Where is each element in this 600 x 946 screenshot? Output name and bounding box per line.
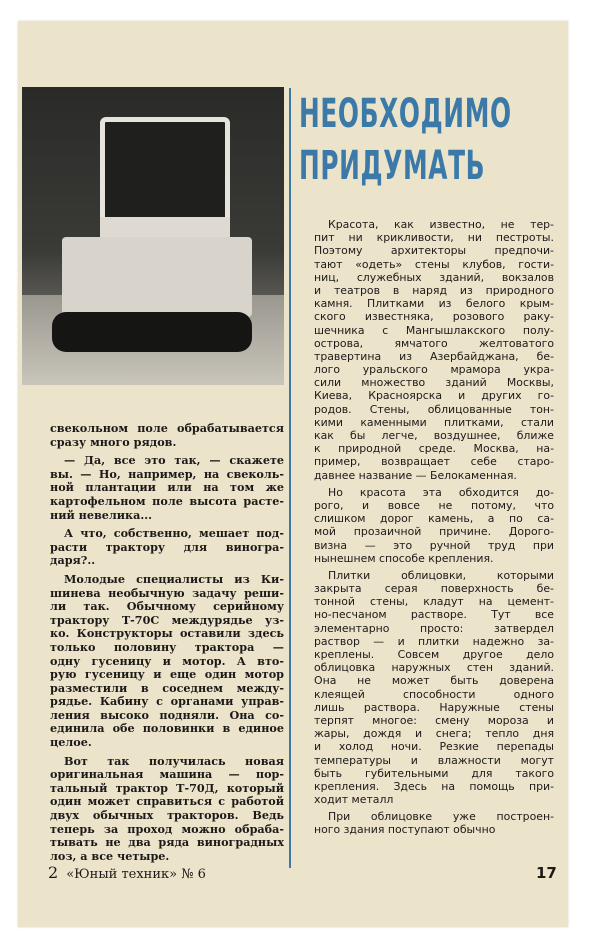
text-line: давнее название — Белокаменная. bbox=[314, 468, 517, 482]
text-line: разместили в соседнем между- bbox=[50, 681, 284, 695]
paragraph bbox=[50, 454, 284, 522]
title-line: ПРИДУМАТЬ bbox=[299, 143, 486, 189]
text-line: Поэтому архитекторы предпочи- bbox=[314, 244, 554, 258]
paragraph bbox=[314, 218, 554, 482]
text-line: Плитки облицовки, которыми bbox=[328, 568, 554, 582]
text-line: и холод ночи. Резкие перепады bbox=[314, 740, 554, 754]
text-line: одну гусеницу и мотор. А вто- bbox=[50, 654, 284, 668]
text-line: ниц, служебных зданий, вокзалов bbox=[314, 270, 554, 284]
text-line: ного здания поступают обычно bbox=[314, 823, 496, 837]
text-line: и театров в наряд из природного bbox=[314, 283, 554, 297]
column-divider bbox=[289, 88, 291, 868]
text-line: А что, собственно, мешает под- bbox=[64, 527, 284, 541]
text-line: шинева необычную задачу реши- bbox=[50, 586, 284, 600]
text-line: ний невелика... bbox=[50, 508, 153, 522]
text-line: трактору Т-70С междурядье уз- bbox=[50, 613, 284, 627]
text-line: облицовка наружных стен зданий. bbox=[314, 661, 554, 675]
text-line: закрыта серая поверхность бе- bbox=[314, 582, 554, 596]
tractor-track bbox=[52, 312, 252, 352]
text-line: сразу много рядов. bbox=[50, 435, 177, 449]
title-line: НЕОБХОДИМО bbox=[299, 91, 512, 137]
paragraph bbox=[50, 755, 284, 864]
text-line: элементарно просто: затвердел bbox=[314, 621, 554, 635]
text-line: сили множество зданий Москвы, bbox=[314, 376, 554, 390]
text-line: — Да, все это так, — скажете bbox=[64, 454, 284, 468]
text-line: как бы легче, воздушнее, ближе bbox=[314, 429, 554, 442]
text-line: температуры и влажности могут bbox=[314, 753, 554, 767]
paragraph bbox=[50, 422, 284, 449]
right-column-text bbox=[314, 218, 554, 837]
paragraph bbox=[314, 569, 554, 806]
text-line: клеящей способности одного bbox=[314, 687, 554, 701]
text-line: Красота, как известно, не тер- bbox=[328, 218, 554, 231]
text-line: к природной среде. Москва, на- bbox=[314, 442, 554, 456]
text-line: даря?.. bbox=[50, 554, 96, 568]
text-line: слишком дорог камень, а по са- bbox=[314, 512, 554, 526]
text-line: быть губительными для такого bbox=[314, 766, 554, 780]
text-line: теперь за проход можно обраба- bbox=[50, 822, 284, 836]
tractor-photo bbox=[22, 87, 284, 385]
tractor-cabin bbox=[100, 117, 230, 222]
text-line: нынешнем способе крепления. bbox=[314, 551, 494, 565]
footer-left bbox=[48, 864, 206, 884]
text-line: двух обычных тракторов. Ведь bbox=[50, 809, 284, 823]
text-line: тают «одеть» стены клубов, гости- bbox=[314, 257, 554, 271]
text-line: лого уральского мрамора укра- bbox=[314, 363, 554, 377]
text-line: тальный трактор Т-70Д, который bbox=[50, 781, 284, 795]
text-line: визна — это ручной труд при bbox=[314, 538, 554, 552]
text-line: Вот так получилась новая bbox=[64, 754, 284, 768]
text-line: рядье. Кабину с органами управ- bbox=[50, 695, 284, 709]
text-line: крепления. Здесь на помощь при- bbox=[314, 779, 554, 793]
text-line: ко. Конструкторы оставили здесь bbox=[50, 627, 284, 641]
text-line: Молодые специалисты из Ки- bbox=[64, 572, 284, 586]
text-line: мой прозаичной причине. Дорого- bbox=[314, 525, 554, 539]
paragraph bbox=[314, 486, 554, 565]
text-line: рую гусеницу и еще один мотор bbox=[50, 668, 284, 682]
text-line: шечника с Мангышлакского полу- bbox=[314, 323, 554, 337]
text-line: пример, возвращает себе старо- bbox=[314, 455, 554, 469]
text-line: ходит металл bbox=[314, 793, 394, 807]
text-line: тонной стены, кладут на цемент- bbox=[314, 595, 554, 609]
text-line: целое. bbox=[50, 736, 92, 750]
text-line: кими каменными плитками, стали bbox=[314, 415, 554, 429]
text-line: лоз, а все четыре. bbox=[50, 849, 170, 863]
paragraph bbox=[50, 527, 284, 568]
text-line: оригинальная машина — пор- bbox=[50, 768, 284, 782]
paragraph bbox=[314, 810, 554, 836]
text-line: терпят многое: смену мороза и bbox=[314, 713, 554, 727]
text-line: рого, и вовсе не потому, что bbox=[314, 498, 554, 512]
text-line: свекольном поле обрабатывается bbox=[50, 422, 284, 435]
text-line: расти трактору для виногра- bbox=[50, 540, 284, 554]
page-number-left: 2 bbox=[48, 863, 59, 882]
text-line: единила обе половинки в единое bbox=[50, 722, 284, 736]
text-line: травертина из Азербайджана, бе- bbox=[314, 349, 554, 363]
text-line: креплены. Совсем другое дело bbox=[314, 648, 554, 661]
text-line: Она не может быть доверена bbox=[314, 674, 554, 688]
text-line: лишь раствора. Наружные стены bbox=[314, 700, 554, 714]
text-line: При облицовке уже построен- bbox=[328, 810, 554, 824]
text-line: камня. Плитками из белого крым- bbox=[314, 297, 554, 311]
text-line: родов. Стены, облицованные тон- bbox=[314, 402, 554, 416]
text-line: тывать не два ряда виноградных bbox=[50, 836, 284, 850]
left-column-text bbox=[50, 422, 284, 863]
text-line: один может справиться с работой bbox=[50, 795, 284, 809]
text-line: картофельном поле высота расте- bbox=[50, 494, 284, 508]
article-title bbox=[299, 88, 512, 192]
text-line: ли так. Обычному серийному bbox=[50, 600, 284, 614]
text-line: жары, дождя и снега; тепло дня bbox=[314, 727, 554, 741]
text-line: ского известняка, розового раку- bbox=[314, 310, 554, 324]
text-line: ления высоко подняли. Она со- bbox=[50, 708, 284, 722]
text-line: вы. — Но, например, на свеколь- bbox=[50, 467, 284, 481]
magazine-name: «Юный техник» № 6 bbox=[66, 867, 206, 882]
text-line: только половину трактора — bbox=[50, 640, 284, 654]
paragraph bbox=[50, 573, 284, 750]
text-line: острова, ямчатого желтоватого bbox=[314, 336, 554, 350]
tractor-body bbox=[62, 237, 252, 317]
text-line: ной плантации или на том же bbox=[50, 481, 284, 495]
page-number-right: 17 bbox=[536, 864, 557, 882]
text-line: пит ни крикливости, ни пестроты. bbox=[314, 231, 554, 245]
text-line: Киева, Красноярска и других го- bbox=[314, 389, 554, 403]
text-line: но-песчаном растворе. Тут все bbox=[314, 608, 554, 622]
text-line: раствор — и плитки надежно за- bbox=[314, 634, 554, 648]
text-line: Но красота эта обходится до- bbox=[328, 485, 554, 499]
